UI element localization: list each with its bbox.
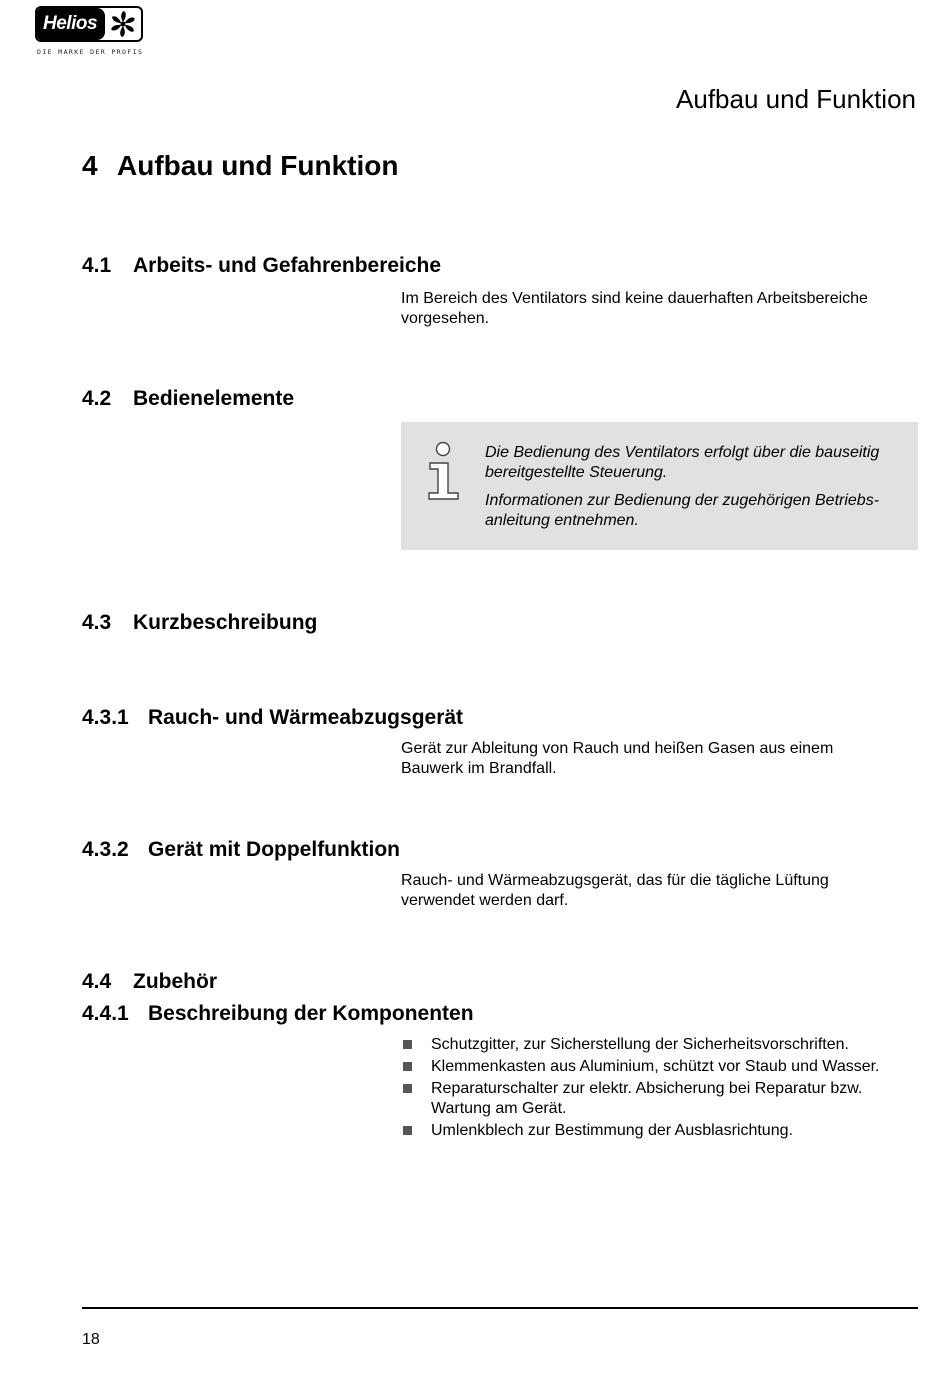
list-item: [401, 1121, 921, 1141]
text-line: verwendet werden darf.: [401, 891, 569, 909]
info-paragraph-2: [485, 491, 915, 530]
section-4-4-heading: [82, 970, 217, 994]
text-line: Wartung am Gerät.: [431, 1099, 567, 1117]
info-icon: [426, 441, 462, 508]
logo-wordmark: Helios: [37, 8, 105, 40]
page-number: 18: [82, 1331, 100, 1348]
text-line: anleitung entnehmen.: [485, 511, 639, 529]
text-line: bereitgestellte Steuerung.: [485, 463, 668, 481]
section-title: Kurzbeschreibung: [133, 611, 318, 634]
text-line: Umlenkblech zur Bestimmung der Ausblasrichtung.: [431, 1121, 793, 1139]
section-4-1-text: [401, 289, 921, 328]
section-4-3-2-text: [401, 871, 921, 910]
component-list: [401, 1035, 921, 1143]
section-number: 4.3: [82, 611, 112, 634]
text-line: Klemmenkasten aus Aluminium, schützt vor Staub und Wasser.: [431, 1058, 880, 1075]
bullet-square-icon: [403, 1084, 412, 1093]
section-title: Rauch- und Wärmeabzugsgerät: [148, 706, 464, 729]
bullet-square-icon: [403, 1062, 412, 1071]
text-line: Im Bereich des Ventilators sind keine dauerhaften Arbeitsbereiche: [401, 290, 868, 307]
text-line: Schutzgitter, zur Sicherstellung der Sicherheitsvorschriften.: [431, 1036, 849, 1053]
chapter-number: 4: [82, 150, 98, 181]
section-number: 4.4: [82, 970, 112, 993]
list-item: [401, 1057, 921, 1077]
section-number: 4.3.2: [82, 838, 129, 861]
chapter-heading: [82, 150, 399, 182]
text-line: vorgesehen.: [401, 309, 490, 327]
logo-tagline: DIE MARKE DER PROFIS: [37, 48, 144, 56]
section-4-3-1-text: [401, 739, 921, 778]
section-4-1-heading: [82, 254, 441, 278]
section-title: Beschreibung der Komponenten: [148, 1002, 474, 1025]
text-line: Die Bedienung des Ventilators erfolgt über die bauseitig: [485, 444, 880, 461]
section-title: Gerät mit Doppelfunktion: [148, 838, 400, 861]
section-4-3-2-heading: [82, 838, 400, 862]
helios-logo: [35, 6, 143, 42]
bullet-square-icon: [403, 1040, 412, 1049]
chapter-title: Aufbau und Funktion: [117, 150, 399, 181]
text-line: Gerät zur Ableitung von Rauch und heißen Gasen aus einem: [401, 740, 834, 757]
section-number: 4.2: [82, 387, 112, 410]
text-line: Rauch- und Wärmeabzugsgerät, das für die tägliche Lüftung: [401, 872, 829, 889]
fan-icon: [105, 8, 141, 40]
section-title: Zubehör: [133, 970, 217, 993]
section-4-4-1-heading: [82, 1002, 474, 1026]
text-line: Reparaturschalter zur elektr. Absicherung bei Reparatur bzw.: [431, 1080, 863, 1097]
footer-divider: [82, 1307, 918, 1309]
section-title: Bedienelemente: [133, 387, 295, 410]
section-number: 4.4.1: [82, 1002, 129, 1025]
section-title: Arbeits- und Gefahrenbereiche: [133, 254, 442, 277]
text-line: Informationen zur Bedienung der zugehörigen Betriebs-: [485, 492, 880, 509]
info-box: [401, 422, 918, 550]
list-item: [401, 1079, 921, 1118]
section-4-3-1-heading: [82, 706, 463, 730]
section-4-3-heading: [82, 611, 317, 635]
section-number: 4.3.1: [82, 706, 129, 729]
running-header: Aufbau und Funktion: [676, 84, 916, 114]
list-item: [401, 1035, 921, 1055]
info-paragraph-1: [485, 443, 915, 482]
section-number: 4.1: [82, 254, 112, 277]
bullet-square-icon: [403, 1126, 412, 1135]
section-4-2-heading: [82, 387, 294, 411]
text-line: Bauwerk im Brandfall.: [401, 759, 557, 777]
